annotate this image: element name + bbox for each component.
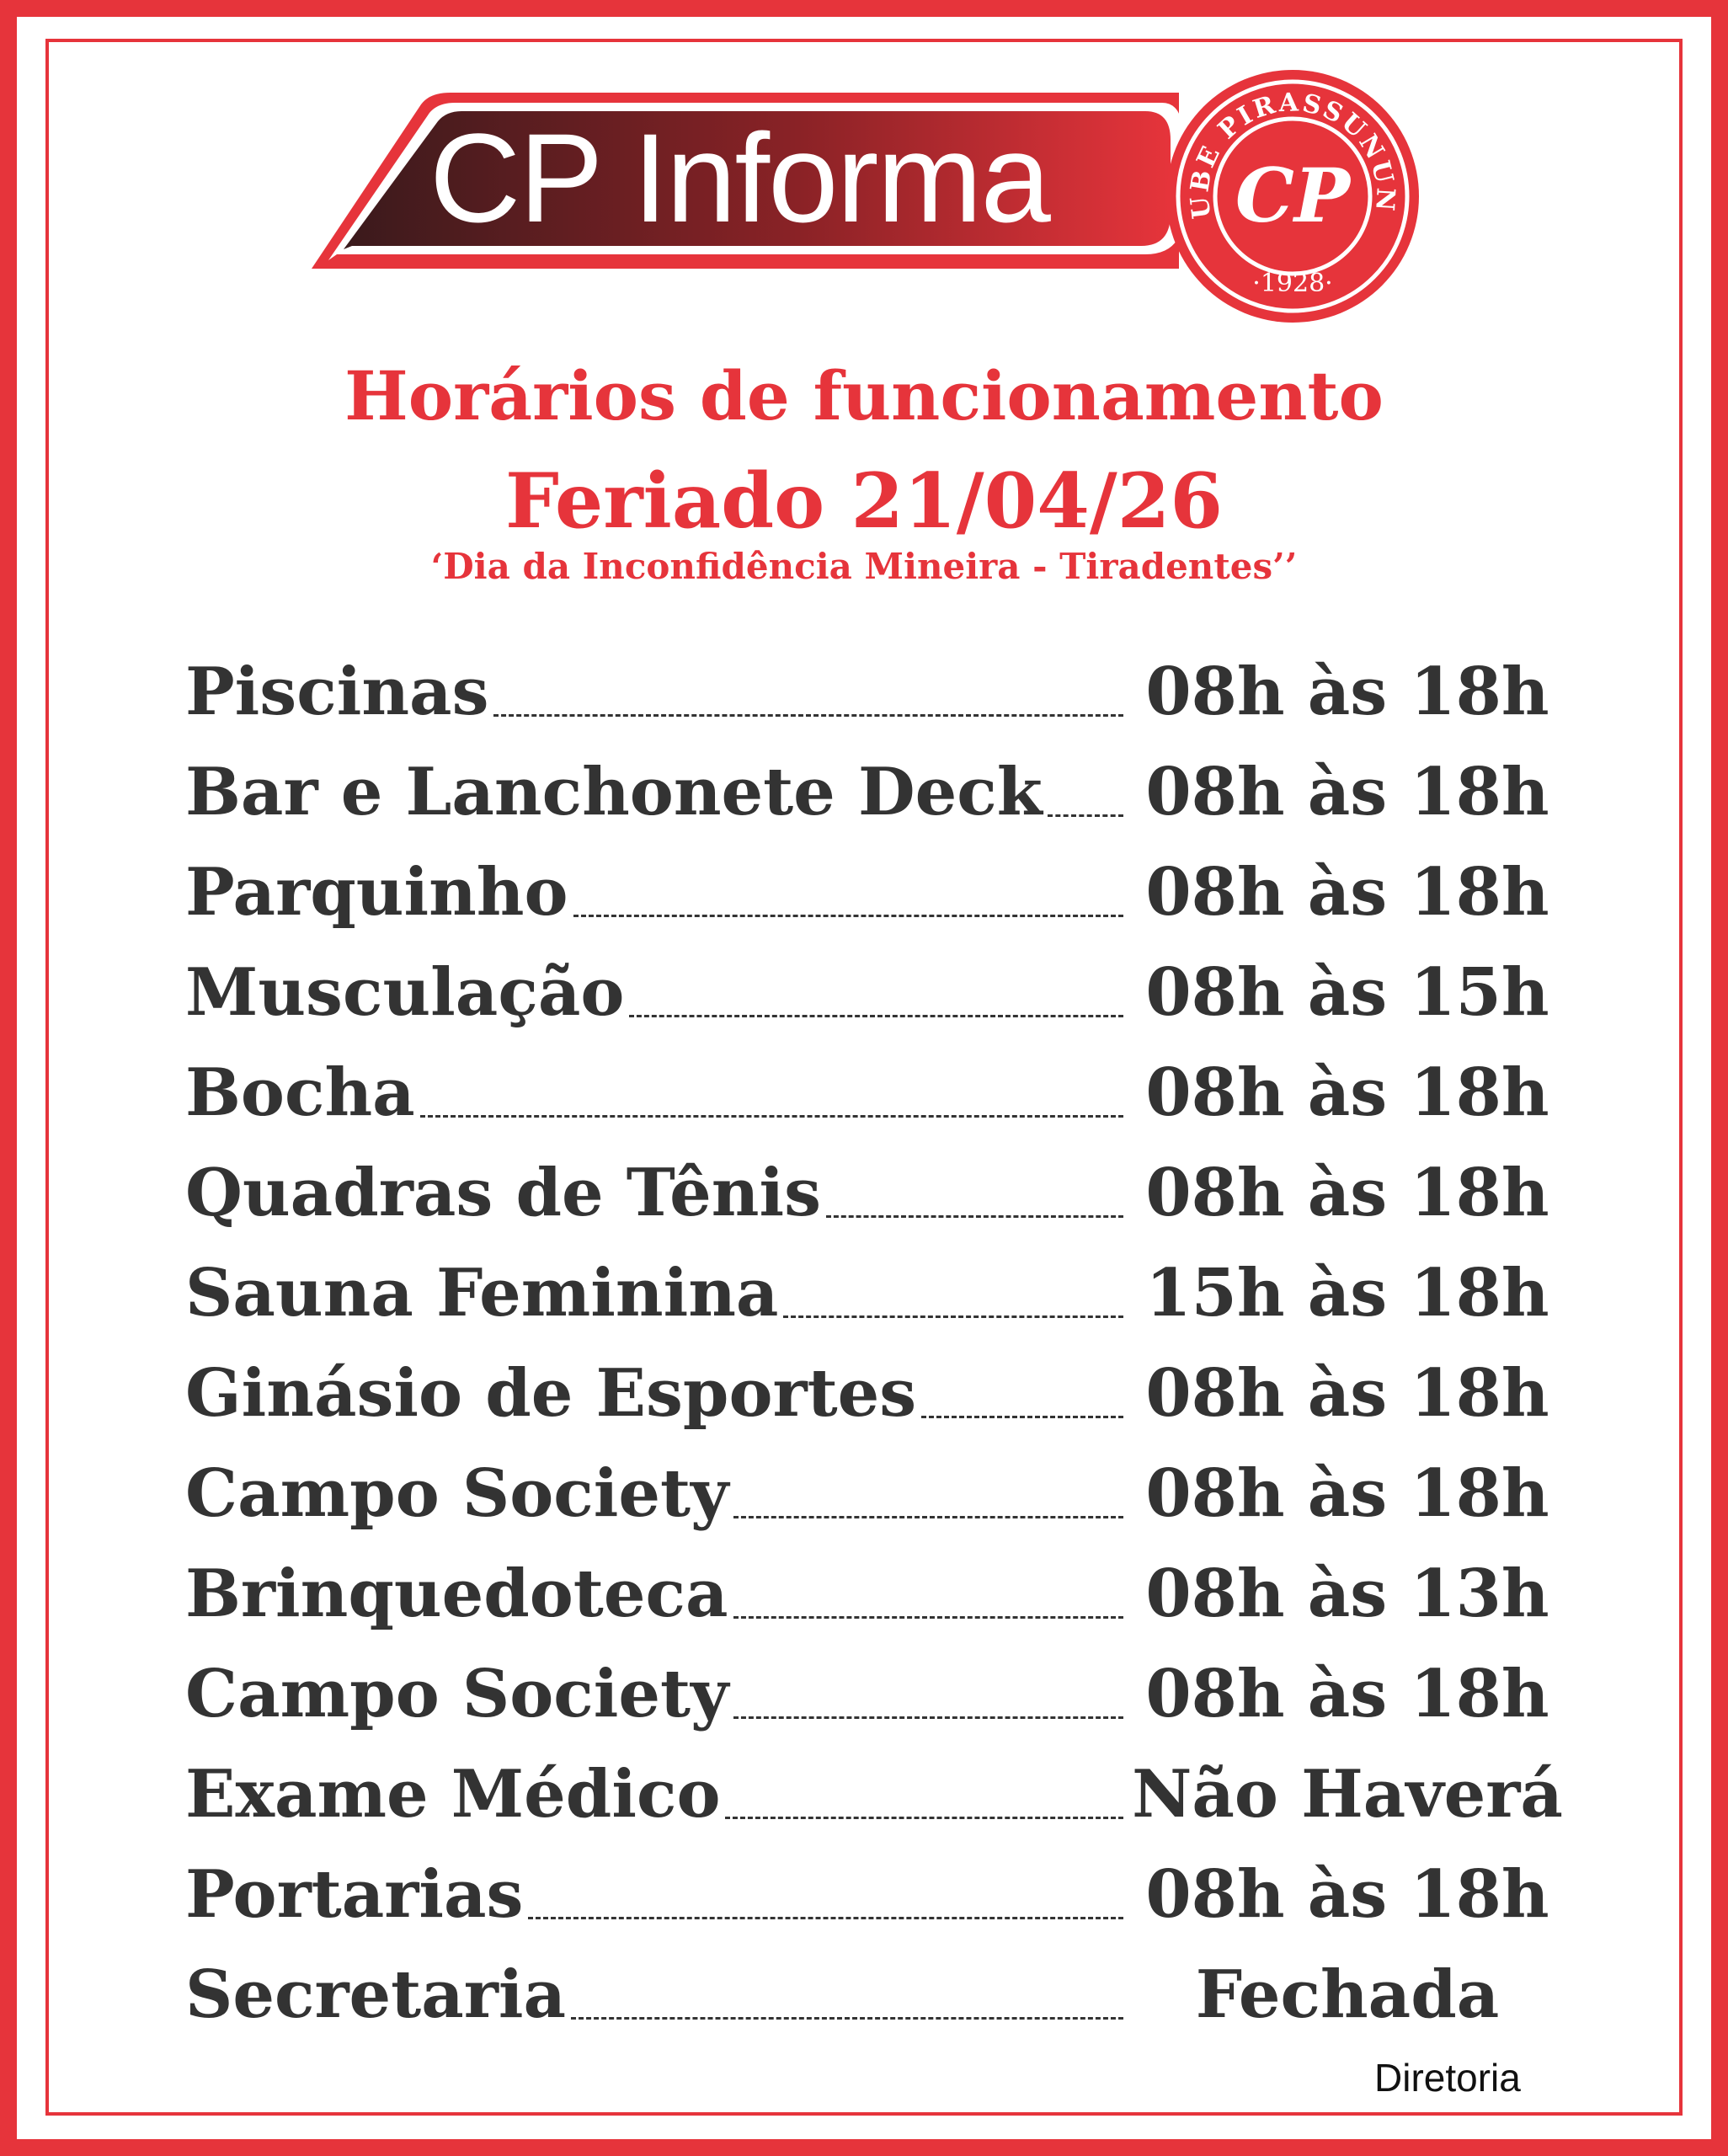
opening-hours: 08h às 18h (1145, 1054, 1549, 1131)
holiday-name: ‘Dia da Inconfidência Mineira - Tiradentes’’ (430, 546, 1298, 587)
place-name: Portarias (185, 1856, 524, 1933)
holiday-date: Feriado 21/04/26 (505, 456, 1223, 546)
club-seal-logo (1162, 66, 1423, 327)
opening-hours: 08h às 18h (1145, 1455, 1549, 1532)
opening-hours: Não Haverá (1132, 1756, 1563, 1833)
place-name: Campo Society (185, 1455, 729, 1532)
place-name: Musculação (185, 954, 625, 1031)
dotted-leader (493, 714, 1123, 717)
dotted-leader (573, 915, 1123, 917)
place-name: Sauna Feminina (185, 1255, 779, 1331)
seal-top-text: UBE PIRASSUNUN (1185, 88, 1400, 221)
place-name: Parquinho (185, 854, 568, 931)
schedule-row (185, 642, 1566, 742)
dotted-leader (420, 1115, 1123, 1118)
place-name: Bar e Lanchonete Deck (185, 754, 1043, 830)
place-name: Quadras de Tênis (185, 1155, 822, 1231)
dotted-leader (921, 1416, 1123, 1418)
dotted-leader (733, 1616, 1124, 1619)
dotted-leader (733, 1716, 1123, 1719)
dotted-leader (826, 1215, 1123, 1218)
schedule-row (185, 1143, 1566, 1243)
dotted-leader (528, 1917, 1123, 1919)
seal-year: ·1928· (1252, 269, 1333, 298)
place-name: Ginásio de Esportes (185, 1355, 917, 1432)
opening-hours: 08h às 18h (1145, 654, 1549, 730)
schedule-row (185, 1243, 1566, 1343)
banner-title: CP Informa (429, 107, 1049, 248)
cp-informa-banner (303, 88, 1196, 275)
schedule-list (185, 642, 1566, 2045)
opening-hours: 08h às 18h (1145, 754, 1549, 830)
signature: Diretoria (1374, 2056, 1521, 2100)
schedule-row (185, 1444, 1566, 1544)
opening-hours: Fechada (1195, 1956, 1500, 2033)
place-name: Bocha (185, 1054, 415, 1131)
place-name: Piscinas (185, 654, 489, 730)
schedule-row (185, 842, 1566, 942)
opening-hours: 08h às 18h (1145, 1656, 1549, 1732)
dotted-leader (1048, 814, 1123, 817)
page-title: Horários de funcionamento (344, 356, 1384, 435)
opening-hours: 08h às 13h (1145, 1556, 1549, 1632)
schedule-row (185, 1744, 1566, 1844)
schedule-row (185, 1043, 1566, 1143)
dotted-leader (783, 1315, 1123, 1318)
schedule-row (185, 1343, 1566, 1444)
place-name: Exame Médico (185, 1756, 721, 1833)
schedule-row (185, 942, 1566, 1043)
schedule-row (185, 1644, 1566, 1744)
dotted-leader (571, 2017, 1123, 2020)
opening-hours: 08h às 18h (1145, 1355, 1549, 1432)
opening-hours: 08h às 18h (1145, 854, 1549, 931)
schedule-row (185, 1544, 1566, 1644)
schedule-row (185, 1945, 1566, 2045)
seal-monogram: CP (1235, 152, 1351, 239)
opening-hours: 08h às 18h (1145, 1856, 1549, 1933)
schedule-row (185, 1844, 1566, 1945)
opening-hours: 08h às 18h (1145, 1155, 1549, 1231)
opening-hours: 15h às 18h (1145, 1255, 1549, 1331)
dotted-leader (629, 1015, 1123, 1017)
opening-hours: 08h às 15h (1145, 954, 1549, 1031)
dotted-leader (725, 1817, 1123, 1819)
schedule-row (185, 742, 1566, 842)
dotted-leader (733, 1516, 1123, 1518)
place-name: Secretaria (185, 1956, 567, 2033)
place-name: Campo Society (185, 1656, 729, 1732)
place-name: Brinquedoteca (185, 1556, 728, 1632)
